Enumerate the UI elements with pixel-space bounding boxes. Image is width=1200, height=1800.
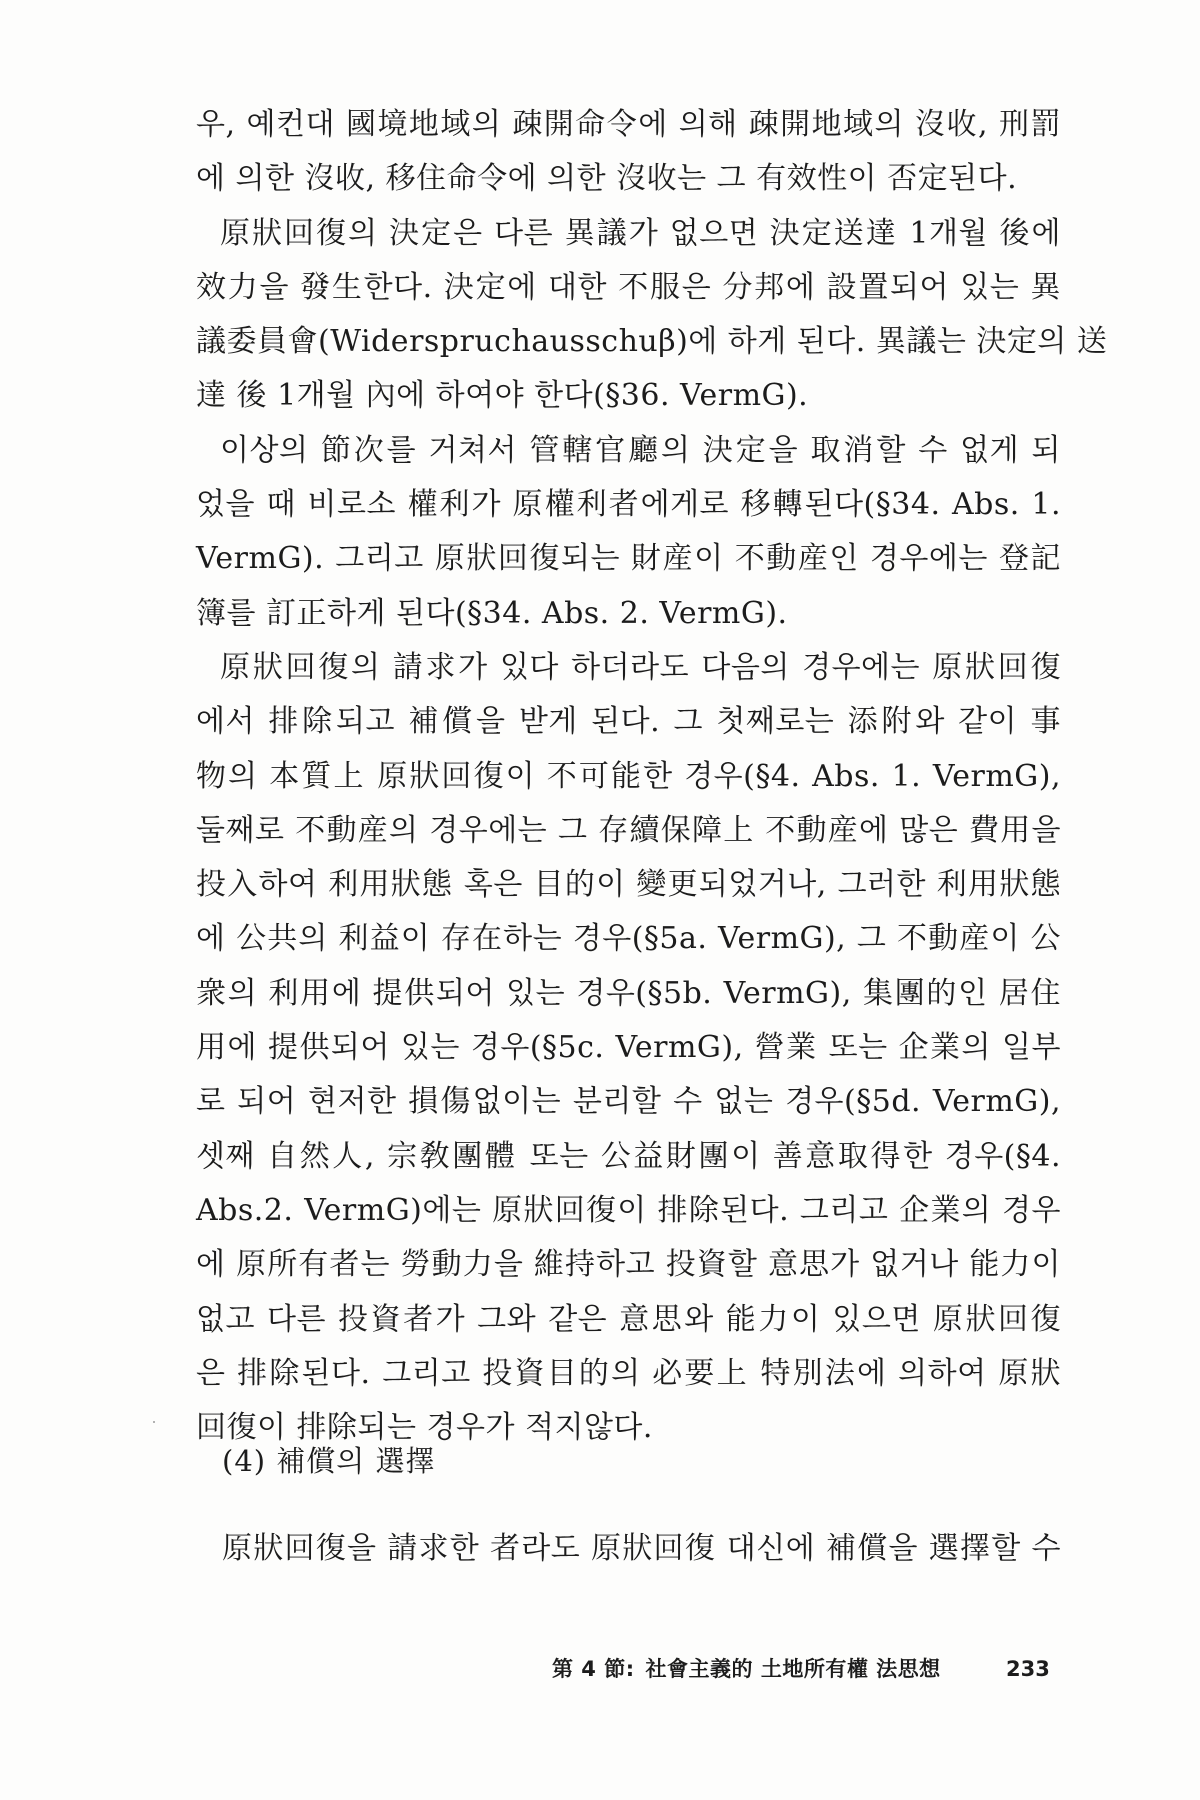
- page-number: 233: [1006, 1657, 1050, 1681]
- text-line: 둘째로 不動産의 경우에는 그 存續保障上 不動産에 많은 費用을: [196, 812, 1061, 848]
- text-line: 에 原所有者는 勞動力을 維持하고 投資할 意思가 없거나 能力이: [196, 1247, 1061, 1283]
- text-line: Abs.2. VermG)에는 原狀回復이 排除된다. 그리고 企業의 경우: [196, 1192, 1061, 1228]
- text-line: 投入하여 利用狀態 혹은 目的이 變更되었거나, 그러한 利用狀態: [196, 867, 1061, 903]
- text-line: 回復이 排除되는 경우가 적지않다.: [196, 1410, 653, 1446]
- text-line: 로 되어 현저한 損傷없이는 분리할 수 없는 경우(§5d. VermG),: [196, 1084, 1061, 1120]
- text-line: 原狀回復을 請求한 者라도 原狀回復 대신에 補償을 選擇할 수: [222, 1531, 1061, 1566]
- text-line: 達 後 1개월 內에 하여야 한다(§36. VermG).: [196, 378, 809, 414]
- footer-separator: :: [625, 1657, 635, 1681]
- text-line: 原狀回復의 決定은 다른 異議가 없으면 決定送達 1개월 後에: [220, 215, 1061, 251]
- text-line: 衆의 利用에 提供되어 있는 경우(§5b. VermG), 集團的인 居住: [196, 975, 1061, 1011]
- text-line: 우, 예컨대 國境地域의 疎開命令에 의해 疎開地域의 沒收, 刑罰: [196, 107, 1061, 142]
- text-line: 議委員會(Widerspruchausschuβ)에 하게 된다. 異議는 決定의 送: [196, 324, 1108, 360]
- text-line: 없고 다른 投資者가 그와 같은 意思와 能力이 있으면 原狀回復: [196, 1301, 1061, 1337]
- scan-speck: [153, 1421, 155, 1423]
- section-heading: (4) 補償의 選擇: [222, 1444, 436, 1478]
- text-line: 에서 排除되고 補償을 받게 된다. 그 첫째로는 添附와 같이 事: [196, 704, 1061, 740]
- footer-section-title: 社會主義的 土地所有權 法思想: [645, 1657, 941, 1681]
- text-line: 셋째 自然人, 宗敎團體 또는 公益財團이 善意取得한 경우(§4.: [196, 1138, 1061, 1174]
- text-line: 에 의한 沒收, 移住命令에 의한 沒收는 그 有效性이 否定된다.: [196, 161, 1018, 197]
- footer-section-label: 第 4 節: [552, 1657, 626, 1681]
- body-text: [196, 98, 1108, 1455]
- text-line: VermG). 그리고 原狀回復되는 財産이 不動産인 경우에는 登記: [196, 541, 1061, 577]
- text-line: 用에 提供되어 있는 경우(§5c. VermG), 營業 또는 企業의 일부: [196, 1030, 1061, 1066]
- text-line: 은 排除된다. 그리고 投資目的의 必要上 特別法에 의하여 原狀: [196, 1355, 1061, 1391]
- running-footer: [552, 1654, 941, 1684]
- text-line: 簿를 訂正하게 된다(§34. Abs. 2. VermG).: [196, 595, 788, 631]
- text-line: 이상의 節次를 거쳐서 管轄官廳의 決定을 取消할 수 없게 되: [220, 432, 1061, 468]
- text-line: 었을 때 비로소 權利가 原權利者에게로 移轉된다(§34. Abs. 1.: [196, 487, 1061, 523]
- text-line: 效力을 發生한다. 決定에 대한 不服은 分邦에 設置되어 있는 異: [196, 269, 1061, 305]
- text-line: 物의 本質上 原狀回復이 不可能한 경우(§4. Abs. 1. VermG),: [196, 758, 1061, 794]
- text-line: 에 公共의 利益이 存在하는 경우(§5a. VermG), 그 不動産이 公: [196, 921, 1061, 957]
- text-line: 原狀回復의 請求가 있다 하더라도 다음의 경우에는 原狀回復: [220, 649, 1061, 685]
